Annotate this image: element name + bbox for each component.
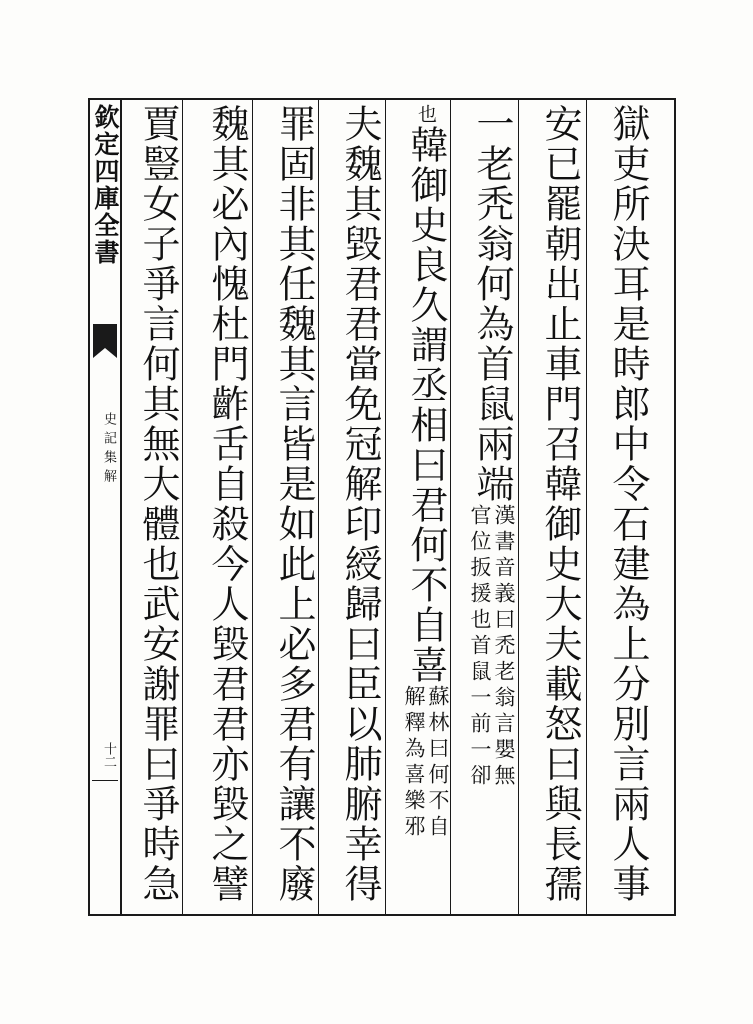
column-rule (252, 98, 253, 916)
column-rule (586, 98, 587, 916)
text-column-4 (402, 104, 450, 910)
margin-rule (92, 780, 118, 781)
column-rule (318, 98, 319, 916)
commentary-right: 漢書音義曰禿老翁言嬰無 (492, 504, 516, 790)
margin-title: 欽定四庫全書 (91, 104, 120, 266)
column-text: 獄吏所決耳是時郎中令石建為上分別言兩人事 (606, 104, 650, 904)
text-column-3 (468, 104, 516, 910)
text-column-7 (203, 104, 251, 910)
text-column-5 (336, 104, 384, 910)
margin-page-number: 十二 (101, 742, 116, 768)
column-rule (385, 98, 386, 916)
column-text: 夫魏其毀君君當免冠解印綬歸曰臣以肺腑幸得 (338, 104, 382, 904)
margin-book-title: 史記集解 (101, 412, 116, 488)
text-column-1 (604, 104, 652, 910)
column-note-top: 也 (415, 104, 437, 125)
commentary-left: 官位扳援也首鼠一前一卻 (468, 504, 492, 790)
text-column-8 (134, 104, 182, 910)
column-text: 罪固非其任魏其言皆是如此上必多君有讓不廢 (272, 104, 316, 904)
column-text: 韓御史良久謂丞相曰君何不自喜 (404, 125, 448, 685)
column-rule (450, 98, 451, 916)
commentary (402, 685, 450, 841)
column-text: 一老秃翁何為首鼠兩端 (470, 104, 514, 504)
text-column-2 (536, 104, 584, 910)
commentary-right: 蘇林曰何不自 (426, 685, 450, 841)
text-column-6 (270, 104, 318, 910)
column-text: 魏其必內愧杜門齚舌自殺今人毀君君亦毀之譬 (205, 104, 249, 904)
column-text: 賈豎女子爭言何其無大體也武安謝罪曰爭時急 (136, 104, 180, 904)
fish-tail-mark-icon (93, 324, 117, 362)
column-rule (518, 98, 519, 916)
column-text: 安已罷朝出止車門召韓御史大夫載怒曰與長孺 (538, 104, 582, 904)
commentary-left: 解釋為喜樂邪 (402, 685, 426, 841)
commentary (468, 504, 516, 790)
column-rule (182, 98, 183, 916)
